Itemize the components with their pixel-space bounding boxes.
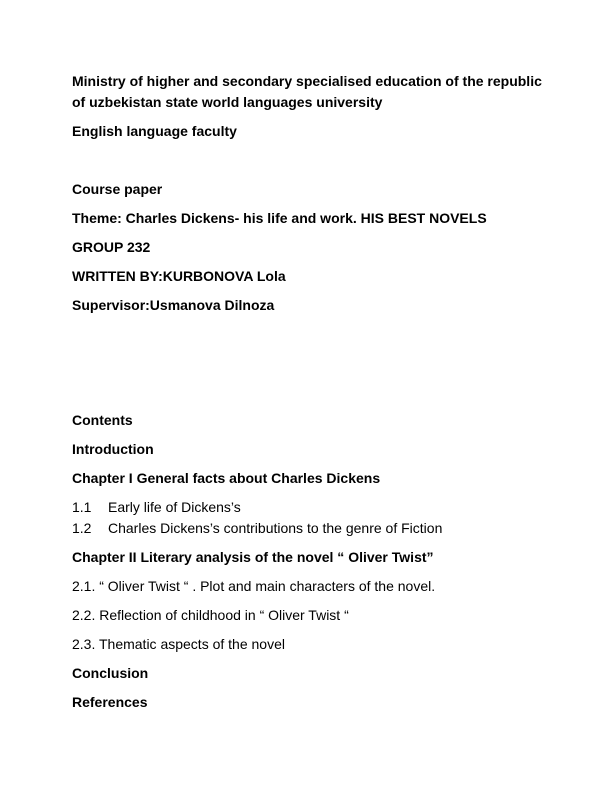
- ministry-line-1: Ministry of higher and secondary specialised education of the republic: [72, 73, 542, 89]
- toc-references: References: [72, 694, 148, 710]
- toc-item-2-1: 2.1. “ Oliver Twist “ . Plot and main characters of the novel.: [72, 578, 436, 594]
- theme-line: Theme: Charles Dickens- his life and work. HIS BEST NOVELS: [72, 210, 487, 226]
- contents-heading: Contents: [72, 412, 133, 428]
- toc-introduction: Introduction: [72, 441, 154, 457]
- toc-item-1-2: [72, 518, 442, 538]
- course-paper-label: Course paper: [72, 181, 163, 197]
- toc-item-text: Charles Dickens’s contributions to the genre of Fiction: [108, 520, 443, 536]
- written-by-line: WRITTEN BY:KURBONOVA Lola: [72, 268, 286, 284]
- toc-chapter-1: Chapter I General facts about Charles Dickens: [72, 470, 381, 486]
- ministry-line-2: of uzbekistan state world languages university: [72, 94, 383, 110]
- supervisor-line: Supervisor:Usmanova Dilnoza: [72, 297, 275, 313]
- group-line: GROUP 232: [72, 239, 151, 255]
- toc-chapter-2: Chapter II Literary analysis of the novel “ Oliver Twist”: [72, 549, 434, 565]
- toc-item-text: Early life of Dickens’s: [108, 499, 241, 515]
- toc-item-2-3: 2.3. Thematic aspects of the novel: [72, 636, 285, 652]
- toc-item-2-2: 2.2. Reflection of childhood in “ Oliver Twist “: [72, 607, 349, 623]
- faculty-line: English language faculty: [72, 123, 237, 139]
- toc-item-number: 1.1: [72, 499, 92, 515]
- toc-item-number: 1.2: [72, 520, 92, 536]
- toc-item-1-1: [72, 497, 241, 517]
- toc-conclusion: Conclusion: [72, 665, 149, 681]
